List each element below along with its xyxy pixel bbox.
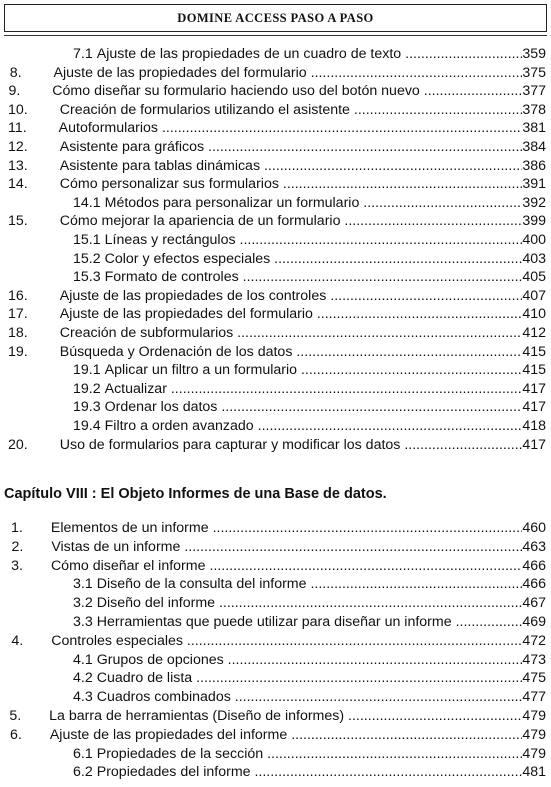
toc-entry-page: 405	[522, 269, 546, 286]
toc-entry-title: Color y efectos especiales .....	[101, 250, 523, 268]
toc-entry-page: 479	[522, 726, 546, 743]
toc-entry-title: Aplicar un filtro a un formulario .....	[101, 361, 523, 379]
toc-entry-number: 3.1	[73, 576, 93, 593]
toc-entry-page: 463	[522, 538, 546, 555]
toc-entry-number: 15.1	[73, 232, 101, 248]
toc-entry	[73, 231, 546, 249]
toc-entry-title: Herramientas que puede utilizar para diseñar un informe .....	[93, 613, 523, 631]
toc-entry-number: 10.	[8, 101, 28, 118]
toc-entry-title: Cuadros combinados .....	[93, 688, 523, 706]
toc-entry-title: Cómo diseñar su formulario haciendo uso del botón nuevo .....	[20, 82, 522, 100]
running-header	[4, 4, 547, 32]
toc-entry-title: Actualizar .....	[101, 380, 523, 398]
toc-entry-page: 418	[522, 418, 546, 434]
toc-entry-number: 15.	[8, 213, 28, 230]
toc-entry	[8, 707, 546, 725]
toc-entry-number: 6.1	[73, 745, 93, 762]
toc-entry-page: 392	[522, 194, 546, 211]
toc-entry-title: Elementos de un informe .....	[23, 519, 522, 537]
toc-entry-title: Creación de formularios utilizando el asistente .....	[28, 101, 523, 119]
toc-entry	[73, 763, 546, 781]
toc-entry-number: 9.	[8, 83, 21, 100]
chapter-heading: Capítulo VIII : El Objeto Informes de una Base de datos.	[4, 486, 387, 502]
toc-entry-page: 473	[522, 651, 546, 668]
toc-entry-title: Autoformularios .....	[27, 119, 523, 137]
toc-entry-title: Cómo personalizar sus formularios .....	[28, 175, 523, 193]
toc-entry-number: 13.	[8, 157, 28, 174]
toc-entry-number: 19.4	[73, 418, 101, 434]
toc-entry-title: Uso de formularios para capturar y modificar los datos .....	[28, 436, 523, 454]
toc-entry-page: 381	[522, 120, 546, 137]
toc-entry	[8, 436, 546, 454]
toc-entry-number: 3.3	[73, 614, 93, 630]
toc-entry-title: Diseño de la consulta del informe .....	[93, 575, 523, 593]
toc-entry-title: Filtro a orden avanzado .....	[101, 417, 523, 435]
toc-entry-title: Formato de controles .....	[101, 268, 523, 286]
toc-entry-title: Ajuste de las propiedades de un cuadro de texto .....	[93, 45, 523, 63]
toc-entry-number: 1.	[11, 520, 23, 536]
toc-entry-number: 18.	[8, 325, 28, 341]
toc-entry-number: 4.2	[73, 670, 93, 687]
toc-entry	[73, 575, 546, 593]
toc-entry-title: Ajuste de las propiedades de los controles .....	[28, 287, 523, 305]
toc-entry	[8, 82, 546, 100]
toc-entry-page: 469	[522, 614, 546, 630]
toc-entry-page: 415	[522, 362, 546, 379]
toc-entry-title: Diseño del informe .....	[93, 594, 523, 612]
toc-entry-page: 475	[522, 670, 546, 687]
toc-entry-page: 467	[522, 595, 546, 612]
toc-entry-number: 3.	[11, 557, 23, 574]
toc-entry-number: 19.3	[73, 399, 101, 416]
toc-entry-title: Asistente para tablas dinámicas .....	[28, 157, 523, 175]
toc-entry-title: Creación de subformularios .....	[28, 324, 523, 342]
toc-entry	[73, 361, 546, 379]
toc-entry-title: Vistas de un informe .....	[23, 538, 522, 556]
toc-entry-page: 472	[522, 632, 546, 649]
toc-entry	[73, 194, 546, 212]
toc-entry-page: 415	[522, 343, 546, 360]
toc-entry-title: Búsqueda y Ordenación de los datos .....	[28, 343, 523, 361]
toc-entry-number: 6.	[10, 726, 22, 743]
toc-entry	[73, 669, 546, 687]
toc-entry-number: 7.1	[73, 46, 93, 62]
toc-entry	[73, 398, 546, 416]
toc-entry	[73, 651, 546, 669]
toc-entry-title: Líneas y rectángulos .....	[101, 231, 523, 249]
toc-entry-number: 11.	[8, 120, 27, 137]
toc-entry	[8, 324, 546, 342]
toc-entry-title: Grupos de opciones .....	[93, 651, 523, 669]
toc-entry	[8, 519, 546, 537]
toc-entry-number: 19.	[8, 343, 28, 360]
toc-entry-page: 375	[522, 64, 546, 81]
toc-entry-page: 466	[522, 557, 546, 574]
toc-entry-number: 19.2	[73, 380, 101, 397]
toc-entry-page: 479	[522, 708, 546, 724]
toc-entry-page: 477	[522, 689, 546, 706]
toc-entry-number: 12.	[8, 139, 28, 155]
toc-entry-number: 14.	[8, 176, 28, 193]
toc-entry-number: 4.	[11, 632, 24, 649]
toc-entry	[73, 250, 546, 268]
toc-entry-title: Controles especiales .....	[23, 632, 522, 650]
toc-entry	[73, 268, 546, 286]
toc-entry-number: 6.2	[73, 764, 93, 781]
toc-entry-page: 378	[522, 101, 546, 118]
toc-entry-number: 15.2	[73, 250, 101, 267]
toc-entry-title: Propiedades de la sección .....	[93, 745, 523, 763]
toc-entry	[8, 64, 546, 82]
toc-entry	[8, 343, 546, 361]
toc-entry-title: Propiedades del informe .....	[93, 763, 523, 781]
toc-entry-title: Cómo diseñar el informe .....	[23, 557, 522, 575]
toc-entry	[73, 688, 546, 706]
toc-entry-page: 386	[522, 157, 546, 174]
toc-entry-page: 466	[522, 576, 546, 593]
toc-entry-title: Ajuste de las propiedades del formulario .....	[28, 305, 523, 323]
toc-entry	[8, 157, 546, 175]
toc-entry-number: 15.3	[73, 269, 101, 286]
toc-entry-number: 20.	[8, 436, 28, 453]
toc-entry	[8, 138, 546, 156]
toc-entry	[73, 45, 546, 63]
toc-entry-page: 403	[522, 250, 546, 267]
toc-entry-title: Ajuste de las propiedades del informe .....	[22, 726, 522, 744]
toc-entry	[8, 287, 546, 305]
toc-entry-page: 460	[522, 520, 546, 536]
toc-entry-number: 19.1	[73, 362, 101, 379]
toc-entry-page: 399	[522, 213, 546, 230]
toc-entry-page: 391	[522, 176, 546, 193]
toc-entry-page: 359	[522, 46, 546, 62]
toc-entry-number: 17.	[8, 306, 28, 323]
toc-entry-title: Métodos para personalizar un formulario .....	[101, 194, 523, 212]
toc-entry-page: 410	[522, 306, 546, 323]
toc-entry	[8, 175, 546, 193]
toc-entry-page: 417	[522, 436, 546, 453]
toc-entry-page: 400	[522, 232, 546, 248]
toc-entry-number: 4.1	[73, 651, 93, 668]
header-rule	[4, 35, 547, 36]
toc-entry	[8, 101, 546, 119]
toc-entry-page: 377	[522, 83, 546, 100]
toc-entry-number: 16.	[8, 287, 28, 304]
toc-entry	[8, 305, 546, 323]
toc-entry	[8, 538, 546, 556]
toc-entry	[73, 613, 546, 631]
running-header-title: DOMINE ACCESS PASO A PASO	[177, 10, 374, 25]
toc-entry-title: Asistente para gráficos .....	[28, 138, 523, 156]
toc-entry-page: 384	[522, 139, 546, 155]
toc-entry-title: Ajuste de las propiedades del formulario .....	[22, 64, 523, 82]
toc-entry	[73, 380, 546, 398]
toc-entry-number: 8.	[9, 64, 22, 81]
toc-entry	[8, 632, 546, 650]
toc-entry-page: 412	[522, 325, 546, 341]
toc-entry-number: 5.	[9, 708, 22, 724]
toc-entry-page: 417	[522, 380, 546, 397]
toc-entry-page: 407	[522, 287, 546, 304]
toc-entry-title: La barra de herramientas (Diseño de informes) .....	[21, 707, 522, 725]
toc-entry	[73, 417, 546, 435]
toc-entry-page: 479	[522, 745, 546, 762]
toc-entry	[8, 557, 546, 575]
toc-entry-title: Ordenar los datos .....	[101, 398, 523, 416]
toc-entry	[73, 745, 546, 763]
toc-entry	[73, 594, 546, 612]
toc-entry-title: Cómo mejorar la apariencia de un formulario .....	[28, 212, 523, 230]
toc-entry-number: 2.	[11, 538, 24, 555]
toc-entry-number: 4.3	[73, 689, 93, 706]
toc-entry	[8, 119, 546, 137]
toc-entry	[8, 212, 546, 230]
toc-entry-number: 14.1	[73, 194, 101, 211]
toc-entry-title: Cuadro de lista .....	[93, 669, 523, 687]
toc-entry-page: 417	[522, 399, 546, 416]
toc-entry-page: 481	[522, 764, 546, 781]
toc-entry	[8, 726, 546, 744]
toc-entry-number: 3.2	[73, 595, 93, 612]
